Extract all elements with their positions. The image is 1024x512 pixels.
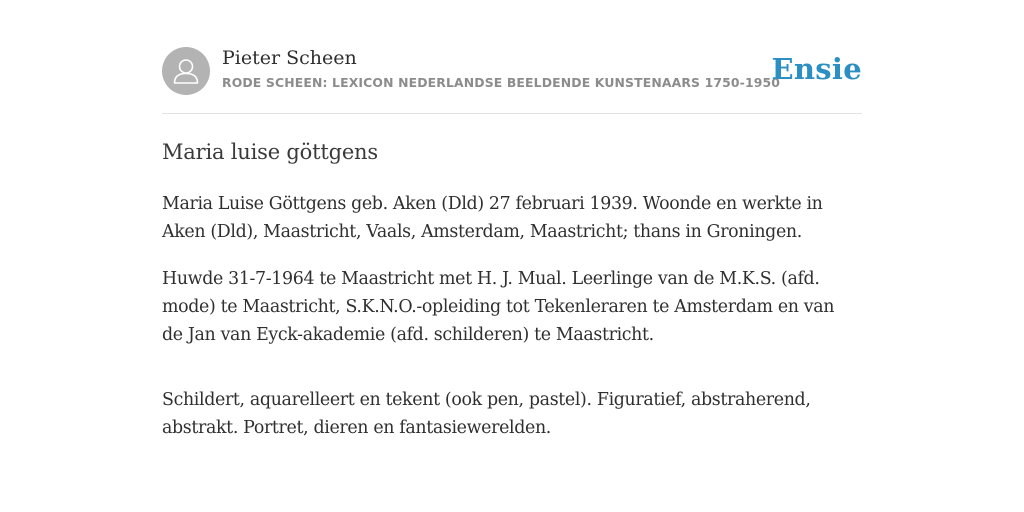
page-title: Maria luise göttgens (162, 140, 378, 164)
author-avatar[interactable] (162, 47, 210, 95)
article-body (162, 190, 852, 461)
article-header (162, 46, 862, 96)
author-name[interactable]: Pieter Scheen (222, 47, 357, 69)
source-title[interactable]: RODE SCHEEN: LEXICON NEDERLANDSE BEELDENDE KUNSTENAARS 1750-1950 (222, 75, 781, 90)
user-icon (162, 47, 210, 95)
paragraph: Maria Luise Göttgens geb. Aken (Dld) 27 februari 1939. Woonde en werkte in Aken (Dld), Maastricht, Vaals, Amsterdam, Maastricht; thans in Groningen. (162, 194, 823, 242)
paragraph: Schildert, aquarelleert en tekent (ook pen, pastel). Figuratief, abstraherend, abstrakt. Portret, dieren en fantasiewerelden. (162, 390, 811, 438)
header-divider (162, 113, 862, 114)
ensie-logo[interactable]: Ensie (771, 52, 862, 86)
paragraph: Huwde 31-7-1964 te Maastricht met H. J. Mual. Leerlinge van de M.K.S. (afd. mode) te Maastricht, S.K.N.O.-opleiding tot Tekenleraren te Amsterdam en van de Jan van Eyck-akademie (afd. schilderen) te Maastricht. (162, 269, 835, 345)
